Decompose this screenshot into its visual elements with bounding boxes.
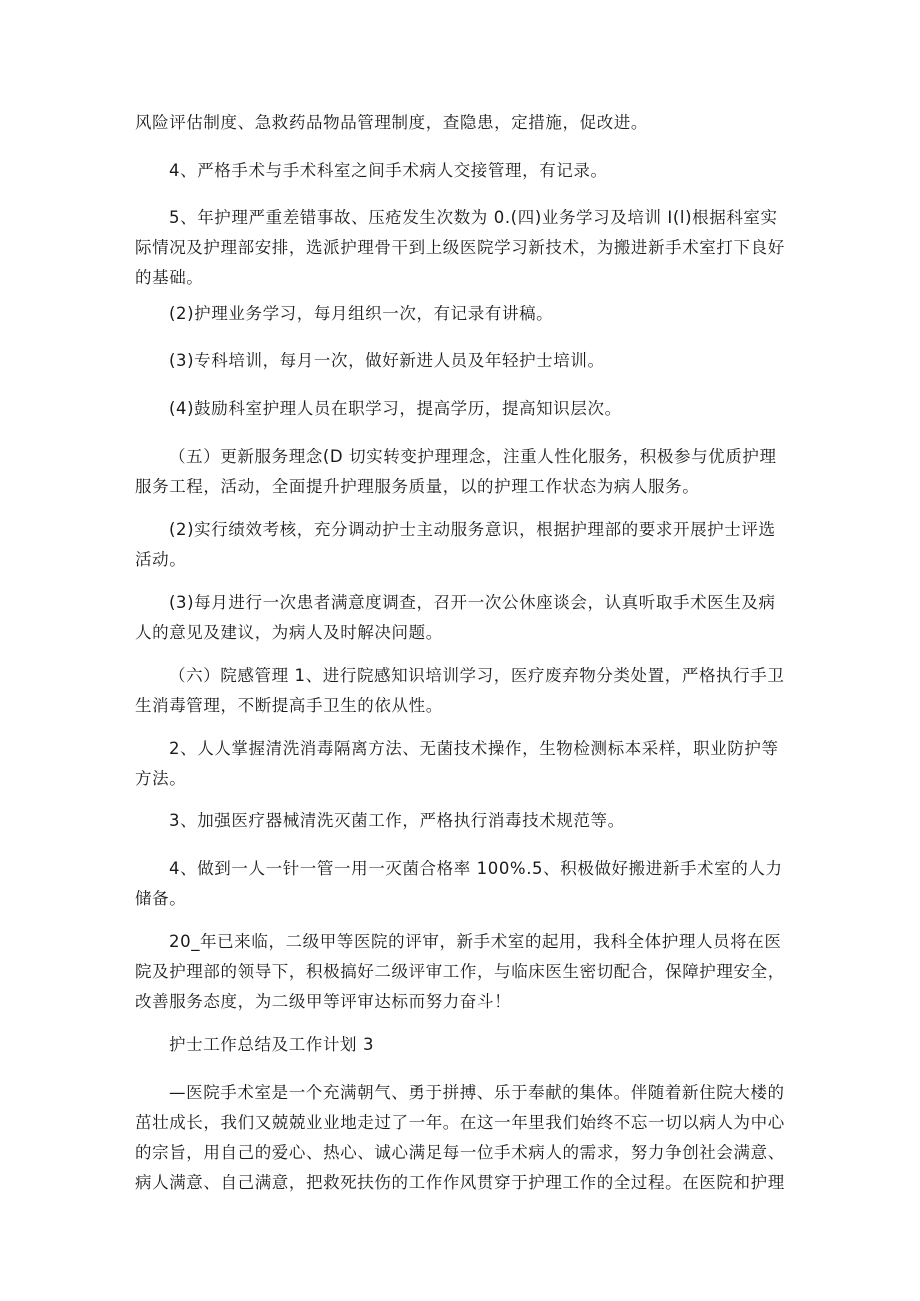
paragraph-specialty-training: (3)专科培训，每月一次，做好新进人员及年轻护士培训。: [169, 351, 605, 370]
paragraph-satisfaction-survey: (3)每月进行一次患者满意度调查，召开一次公休座谈会，认真听取手术医生及病人的意见及建议，为病人及时解决问题。: [135, 593, 776, 642]
paragraph-sterilization: 3、加强医疗器械清洗灭菌工作，严格执行消毒技术规范等。: [169, 811, 625, 830]
paragraph-disinfection-methods: 2、人人掌握清洗消毒隔离方法、无菌技术操作，生物检测标本采样，职业防护等方法。: [135, 739, 779, 788]
paragraph-one-needle: 4、做到一人一针一管一用一灭菌合格率 100%.5、积极做好搬进新手术室的人力储备。: [135, 859, 783, 908]
paragraph-intro-operating-room: —医院手术室是一个充满朝气、勇于拼搏、乐于奉献的集体。伴随着新住院大楼的茁壮成长，我们又兢兢业业地走过了一年。在这一年里我们始终不忘一切以病人为中心的宗旨，用自己的爱心、热心、诚心满足每一位手术病人的需求，努力争创社会满意、病人满意、自己满意，把救死扶伤的工作作风贯穿于护理工作的全过程。在医院和护理: [135, 1083, 785, 1192]
paragraph-business-study: (2)护理业务学习，每月组织一次，有记录有讲稿。: [169, 304, 554, 323]
paragraph-infection-control: （六）院感管理 1、进行院感知识培训学习，医疗废弃物分类处置，严格执行手卫生消毒管理，不断提高手卫生的依从性。: [135, 666, 785, 715]
paragraph-risk-assessment: 风险评估制度、急救药品物品管理制度，查隐患，定措施，促改进。: [135, 113, 648, 132]
paragraph-item-4-handover: 4、严格手术与手术科室之间手术病人交接管理，有记录。: [169, 161, 608, 180]
section-heading: 护士工作总结及工作计划 3: [169, 1035, 375, 1054]
paragraph-year-outlook: 20_年已来临，二级甲等医院的评审，新手术室的起用，我科全体护理人员将在医院及护理部的领导下，积极搞好二级评审工作，与临床医生密切配合，保障护理安全，改善服务态度，为二级甲等评审达标而努力奋斗！: [135, 932, 785, 1011]
paragraph-item-5-training: 5、年护理严重差错事故、压疮发生次数为 0.(四)业务学习及培训 I(l)根据科室实际情况及护理部安排，选派护理骨干到上级医院学习新技术，为搬进新手术室打下良好的基础。: [135, 208, 785, 287]
paragraph-performance-review: (2)实行绩效考核，充分调动护士主动服务意识，根据护理部的要求开展护士评选活动。: [135, 520, 776, 569]
paragraph-encourage-study: (4)鼓励科室护理人员在职学习，提高学历，提高知识层次。: [169, 399, 622, 418]
paragraph-service-concept: （五）更新服务理念(D 切实转变护理理念，注重人性化服务，积极参与优质护理服务工程，活动，全面提升护理服务质量，以的护理工作状态为病人服务。: [135, 447, 777, 496]
